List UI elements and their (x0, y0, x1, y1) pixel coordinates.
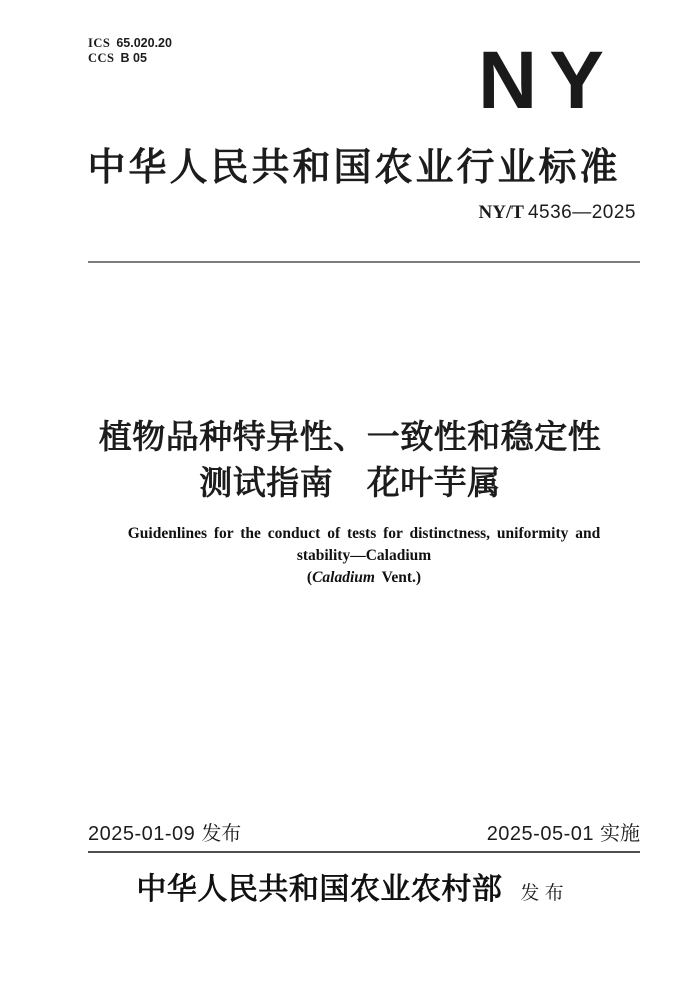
latin-name-italic: Caladium (312, 569, 375, 586)
implement-date: 2025-05-01 (486, 823, 594, 845)
standard-number (479, 202, 636, 224)
dates-row (88, 822, 640, 846)
latin-name-open-paren: ( (306, 569, 313, 586)
standard-category-title: 中华人民共和国农业行业标准 (87, 147, 621, 189)
header-divider-line (88, 261, 640, 263)
issue-date-label: 发布 (201, 823, 242, 845)
standard-number-prefix: NY/T (478, 202, 524, 223)
ccs-label: CCS (88, 51, 115, 65)
ccs-code-row (88, 51, 172, 66)
document-title-english-line1: Guidenlines for the conduct of tests for distinctness, uniformity and (127, 525, 601, 542)
ics-value: 65.020.20 (116, 36, 172, 50)
implement-date-group (487, 822, 640, 846)
ics-code-row (88, 36, 172, 51)
document-title-english (88, 523, 640, 589)
issue-date-group (88, 822, 241, 846)
latin-name-rest: Vent.) (374, 569, 422, 586)
implement-date-label: 实施 (600, 823, 640, 845)
document-title-chinese (74, 414, 626, 506)
standard-number-value: 4536—2025 (527, 202, 636, 223)
document-title-english-line3 (88, 567, 640, 589)
publisher-row (74, 872, 626, 908)
ccs-value: B 05 (120, 51, 147, 65)
footer-divider-line (88, 851, 640, 853)
document-title-english-line2: stability—Caladium (296, 547, 432, 564)
publisher-name: 中华人民共和国农业农村部 (136, 873, 503, 906)
ics-label: ICS (88, 36, 111, 50)
classification-codes (88, 36, 172, 66)
ny-logo: NY (478, 35, 616, 126)
document-title-chinese-line2: 测试指南 花叶芋属 (199, 464, 501, 501)
document-title-chinese-line1: 植物品种特异性、一致性和稳定性 (98, 418, 602, 455)
issue-date: 2025-01-09 (88, 823, 196, 845)
publish-label: 发 布 (520, 883, 564, 904)
